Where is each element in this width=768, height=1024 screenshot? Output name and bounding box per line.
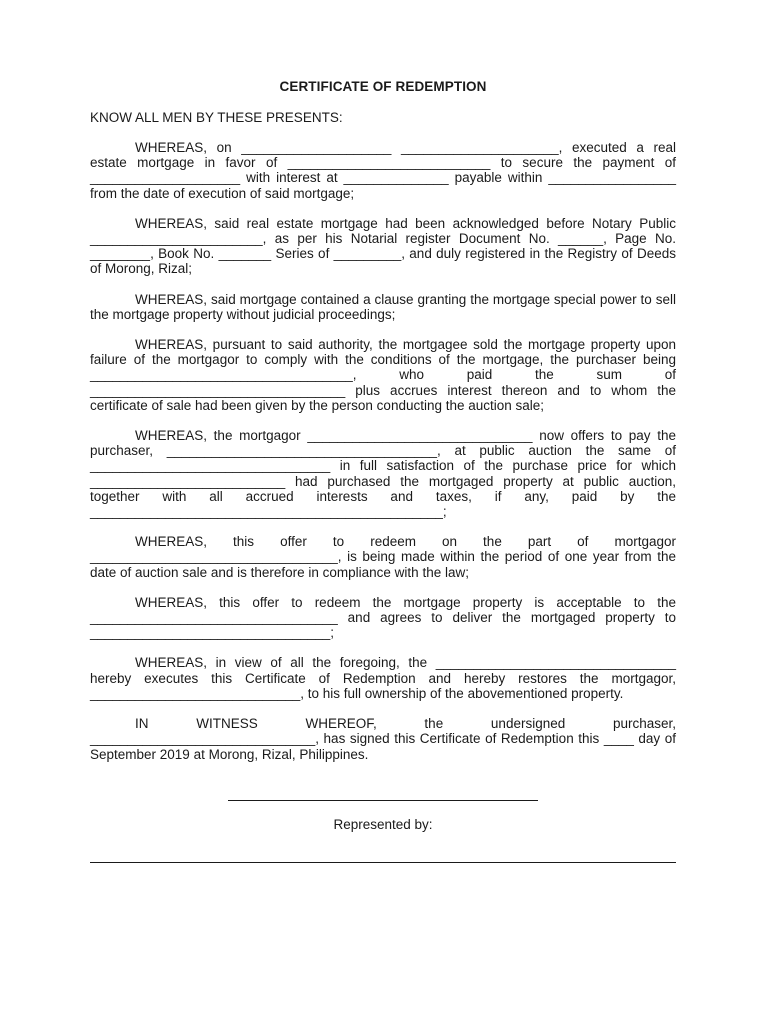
representative-signature-line [90, 862, 676, 863]
paragraph-whereas-8: WHEREAS, in view of all the foregoing, the ________________________________ hereby executes this Certificate of Redemption and hereby restores the mortgagor, ____________________________, to his full ownership of the abovementioned property. [90, 655, 676, 701]
document-title: CERTIFICATE OF REDEMPTION [279, 79, 487, 94]
paragraph-whereas-1: WHEREAS, on ____________________ _____________________, executed a real estate mortgage in favor of ___________________________ to secure the payment of ____________________ with interest at ______________ payable within _________________ from the date of execution of said mortgage; [90, 140, 676, 201]
paragraph-whereas-7: WHEREAS, this offer to redeem the mortgage property is acceptable to the _________________________________ and agrees to deliver the mortgaged property to ________________________________; [90, 594, 676, 641]
signature-line [228, 800, 538, 801]
paragraph-witness: IN WITNESS WHEREOF, the undersigned purchaser, ______________________________, has signed this Certificate of Redemption this ____ day of September 2019 at Morong, Rizal, Philippines. [90, 716, 676, 762]
document-intro: KNOW ALL MEN BY THESE PRESENTS: [90, 110, 343, 125]
paragraph-whereas-4: WHEREAS, pursuant to said authority, the mortgagee sold the mortgage property upon failure of the mortgagor to comply with the conditions of the mortgage, the purchaser being ___________________________________, who paid the sum of __________________________________ plus accrues interest thereon and to whom the certificate of sale had been given by the person conducting the auction sale; [90, 337, 676, 413]
paragraph-whereas-2: WHEREAS, said real estate mortgage had been acknowledged before Notary Public _______________________, as per his Notarial register Document No. ______, Page No. ________, Book No. _______ Series of _________, and duly registered in the Registry of Deeds of Morong, Rizal; [90, 215, 676, 277]
paragraph-whereas-5: WHEREAS, the mortgagor ______________________________ now offers to pay the purchaser, ____________________________________, at public auction the same of ________________________________ in full satisfaction of the purchase price for which __________________________ had purchased the mortgaged property at public auction, together with all accrued interests and taxes, if any, paid by the _______________________________________________; [90, 428, 676, 520]
paragraph-whereas-3: WHEREAS, said mortgage contained a clause granting the mortgage special power to sell the mortgage property without judicial proceedings; [90, 291, 676, 322]
paragraph-whereas-6: WHEREAS, this offer to redeem on the part of mortgagor _________________________________, is being made within the period of one year from the date of auction sale and is therefore in compliance with the law; [90, 534, 676, 580]
represented-by-label: Represented by: [333, 816, 433, 832]
